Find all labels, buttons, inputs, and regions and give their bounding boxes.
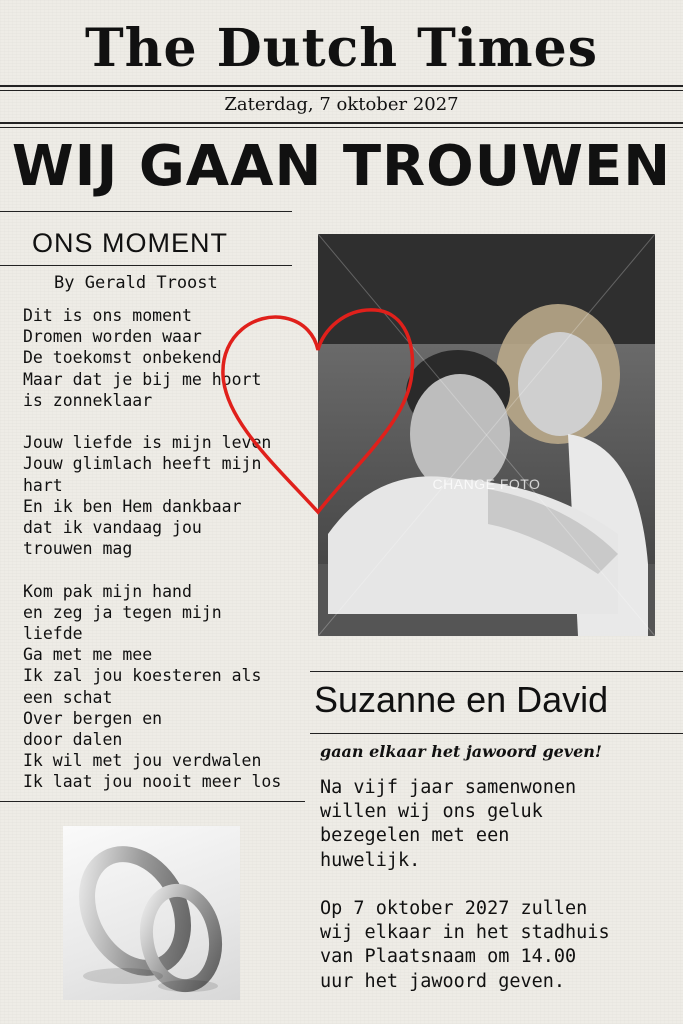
poem-line: Dit is ons moment [23,306,192,325]
couple-names: Suzanne en David [314,679,609,720]
poem-rule-bottom [0,801,305,802]
wedding-rings-image[interactable] [63,826,240,1000]
poem-line: De toekomst onbekend [23,348,222,368]
byline: By Gerald Troost [54,273,218,293]
masthead-rule-top-thin [0,90,683,91]
poem-line: door dalen [23,730,123,750]
article-line: wij elkaar in het stadhuis [320,922,610,944]
poem-line: Maar dat je bij me hoort [23,369,262,389]
article-rule-top [310,671,683,672]
left-column-rule-top [0,211,292,212]
article-line: huwelijk. [320,849,421,871]
article-line: bezegelen met een [320,825,510,847]
dateline-rule-thin [0,127,683,128]
section-title-rule [0,265,292,266]
tagline: gaan elkaar het jawoord geven! [320,742,602,761]
article-rule-names [310,733,683,734]
poem-line: Jouw liefde is mijn leven [23,433,272,453]
poem-line: liefde [23,624,83,644]
dateline: Zaterdag, 7 oktober 2027 [224,94,459,115]
dateline-rule [0,122,683,124]
masthead-title: The Dutch Times [84,18,598,79]
masthead-rule-top [0,85,683,87]
poem-line: Ga met me mee [23,645,153,665]
poem-line: En ik ben Hem dankbaar [23,496,242,516]
heart-icon [215,300,420,520]
poem-line: Dromen worden waar [23,327,202,347]
poem-line: is zonneklaar [23,390,153,410]
poem-line: hart [23,475,63,495]
section-title: ONS MOMENT [32,228,228,258]
article-line: van Plaatsnaam om 14.00 [320,946,577,968]
poem-line: en zeg ja tegen mijn [23,602,222,622]
poem-line: trouwen mag [23,539,133,559]
poem-line: Ik wil met jou verdwalen [23,751,262,771]
poem-line: Kom pak mijn hand [23,581,192,601]
article-line: willen wij ons geluk [320,801,543,823]
headline: WIJ GAAN TROUWEN [11,134,672,199]
article-line: Na vijf jaar samenwonen [320,777,577,798]
poem-line: Ik laat jou nooit meer los [23,772,282,792]
poem-line: Over bergen en [23,708,163,728]
poem-line: Jouw glimlach heeft mijn [23,454,262,474]
poem-line: een schat [23,687,113,707]
article-line: Op 7 oktober 2027 zullen [320,898,588,919]
article-line: uur het jawoord geven. [320,970,566,992]
rings-icon [63,826,240,1000]
poem-line: dat ik vandaag jou [23,518,202,538]
change-photo-label: CHANGE FOTO [432,476,541,492]
article-body [320,776,660,994]
poem-line: Ik zal jou koesteren als [23,666,262,686]
